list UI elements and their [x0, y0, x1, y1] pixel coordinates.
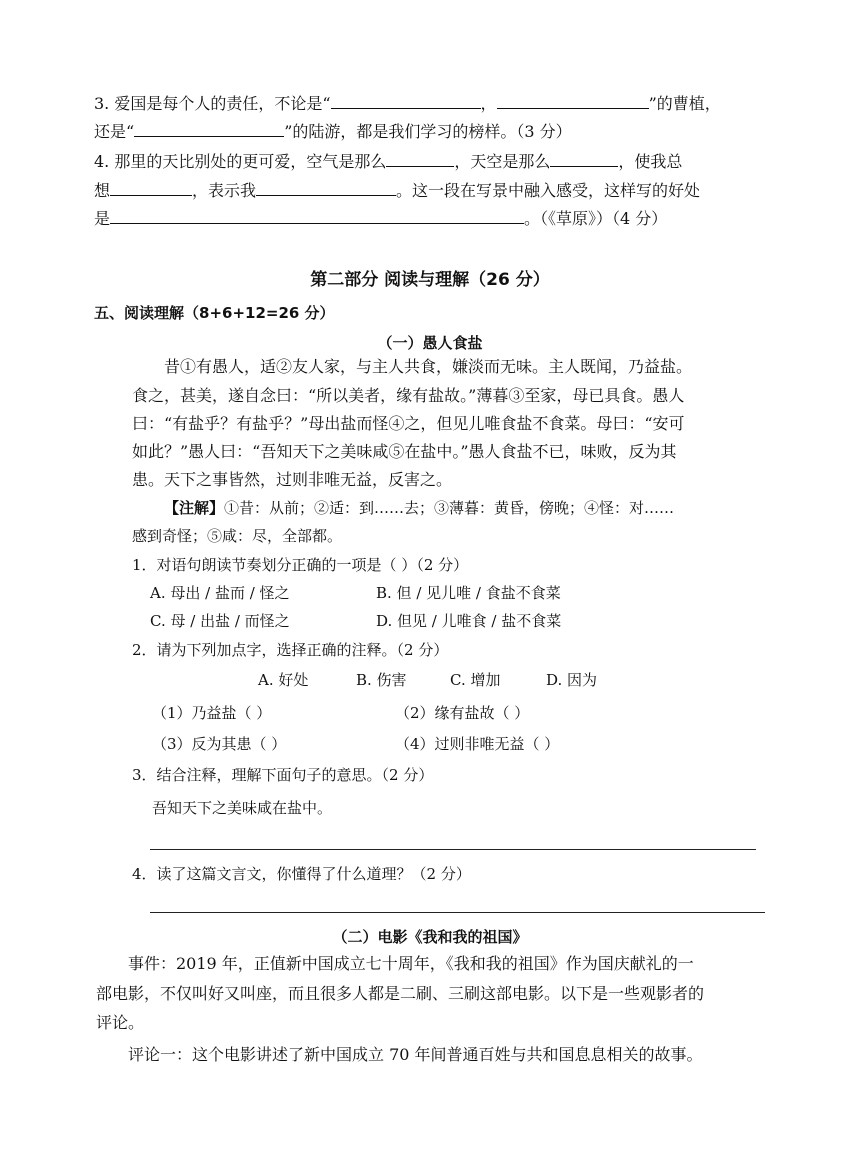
section-five-heading: 五、阅读理解（8+6+12=26 分） [94, 304, 335, 322]
q4-text-2c: 。这一段在写景中融入感受，这样写的好处 [396, 181, 701, 200]
p1-q2-item-3[interactable]: （3）反为其患（ ） [152, 735, 287, 753]
q4-text-2b: ，表示我 [192, 181, 257, 200]
passage1-line-1: 昔①有愚人，适②友人家，与主人共食，嫌淡而无味。主人既闻，乃益盐。 [164, 357, 693, 376]
q4-text: 4. 那里的天比别处的更可爱，空气是那么 [94, 152, 387, 171]
annotation-text: ①昔：从前；②适：到……去；③薄暮：黄昏，傍晚；④怪：对…… [224, 499, 675, 517]
passage2-line-2: 部电影，不仅叫好又叫座，而且很多人都是二刷、三刷这部电影。以下是一些观影者的 [96, 984, 705, 1003]
passage2-line-3: 评论。 [96, 1013, 145, 1032]
p1-q2-item-2[interactable]: （2）缘有盐故（ ） [395, 704, 530, 722]
q4-text-end: ，使我总 [618, 152, 683, 171]
q3-comma: ， [480, 94, 497, 113]
q4-text-2a: 想 [94, 181, 111, 200]
p1-q2-choice-a: A. 好处 [258, 671, 309, 689]
q4-text-3a: 是 [94, 209, 111, 228]
q4-blank-5[interactable] [110, 208, 524, 224]
q4-blank-3[interactable] [110, 180, 192, 196]
annotation-line-2: 感到奇怪；⑤咸：尽，全部都。 [132, 527, 343, 545]
q3-line1 [94, 93, 721, 115]
passage2-comment-1: 评论一：这个电影讲述了新中国成立 70 年间普通百姓与共和国息息相关的故事。 [128, 1045, 703, 1064]
q4-blank-4[interactable] [256, 180, 396, 196]
q4-line1 [94, 151, 682, 173]
passage1-line-2: 食之，甚美，遂自念曰：“所以美者，缘有盐故。”薄暮③至家，母已具食。愚人 [132, 386, 685, 405]
annotation-label: 【注解】 [164, 499, 225, 517]
passage1-line-4: 如此？”愚人曰：“吾知天下之美味咸⑤在盐中。”愚人食盐不已，味败，反为其 [132, 442, 677, 461]
p1-q2-choice-b: B. 伤害 [356, 671, 407, 689]
q4-text-mid: ，天空是那么 [454, 152, 551, 171]
p1-q1-option-a[interactable]: A. 母出 / 盐而 / 怪之 [150, 584, 290, 602]
p1-q2-item-4[interactable]: （4）过则非唯无益（ ） [395, 735, 560, 753]
p1-q1-option-c[interactable]: C. 母 / 出盐 / 而怪之 [150, 612, 290, 630]
p1-q3-sentence: 吾知天下之美味咸在盐中。 [152, 799, 333, 817]
q4-blank-2[interactable] [550, 151, 618, 167]
p1-q1-option-d[interactable]: D. 但见 / 儿唯食 / 盐不食菜 [376, 612, 562, 630]
annotation-line-1 [164, 497, 674, 519]
q4-line2 [94, 180, 700, 202]
q3-text-2: 还是“ [94, 122, 135, 141]
p1-q1-option-b[interactable]: B. 但 / 见儿唯 / 食盐不食菜 [376, 584, 561, 602]
passage2-title: （二）电影《我和我的祖国》 [332, 928, 528, 946]
passage1-line-3: 曰：“有盐乎？有盐乎？”母出盐而怪④之，但见儿唯食盐不食菜。母曰：“安可 [132, 414, 685, 433]
q3-blank-2[interactable] [497, 93, 649, 109]
q3-text-2-end: ”的陆游，都是我们学习的榜样。（3 分） [284, 122, 572, 141]
p1-q1-stem: 1．对语句朗读节奏划分正确的一项是（ ）（2 分） [132, 556, 469, 574]
q3-line2 [94, 121, 572, 143]
p1-q4-answer-line[interactable] [150, 912, 765, 913]
passage1-title: （一）愚人食盐 [377, 334, 483, 352]
p1-q2-item-1[interactable]: （1）乃益盐（ ） [152, 704, 272, 722]
passage1-line-5: 患。天下之事皆然，过则非唯无益，反害之。 [132, 470, 453, 489]
p1-q2-choice-c: C. 增加 [450, 671, 501, 689]
p1-q2-stem: 2．请为下列加点字，选择正确的注释。（2 分） [132, 641, 449, 659]
p1-q3-stem: 3．结合注释，理解下面句子的意思。（2 分） [132, 766, 434, 784]
p1-q4-stem: 4．读了这篇文言文，你懂得了什么道理？（2 分） [132, 865, 471, 883]
q4-line3 [94, 208, 667, 230]
q3-blank-1[interactable] [331, 93, 481, 109]
q3-text-end: ”的曹植， [648, 94, 721, 113]
part2-title: 第二部分 阅读与理解（26 分） [310, 270, 550, 290]
q4-text-3b: 。（《草原》）（4 分） [524, 209, 668, 228]
q4-blank-1[interactable] [386, 151, 454, 167]
q3-blank-3[interactable] [134, 121, 284, 137]
p1-q2-choice-d: D. 因为 [546, 671, 598, 689]
q3-text: 3. 爱国是每个人的责任，不论是“ [94, 94, 331, 113]
p1-q3-answer-line[interactable] [150, 849, 756, 850]
passage2-line-1: 事件：2019 年，正值新中国成立七十周年，《我和我的祖国》作为国庆献礼的一 [128, 954, 694, 973]
